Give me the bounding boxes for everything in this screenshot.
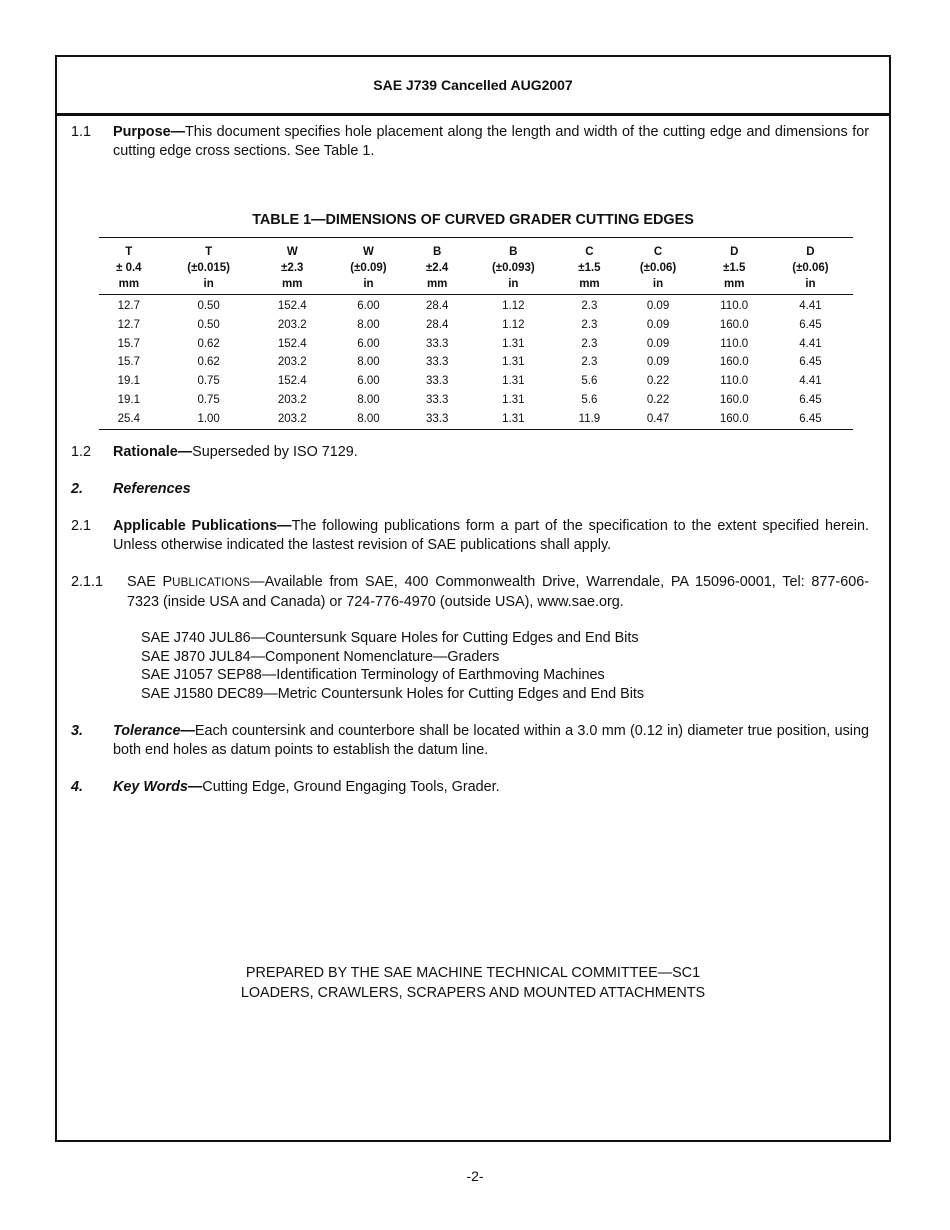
table-cell: 152.4 [277, 337, 307, 350]
table-cell: 203.2 [277, 318, 307, 331]
table-header-cell: mm [99, 276, 159, 295]
section-heading: Key Words— [113, 779, 203, 795]
section-number: 1.1 [71, 124, 92, 140]
table-cell: 1.00 [159, 410, 259, 429]
table-cell: 8.00 [357, 356, 380, 369]
table-cell: 6.00 [357, 300, 380, 312]
table-cell: 8.00 [357, 393, 380, 406]
table-cell: 19.1 [117, 393, 141, 406]
section-body [113, 480, 869, 499]
table-title: TABLE 1—DIMENSIONS OF CURVED GRADER CUTTING EDGES [252, 212, 694, 228]
table-cell: 6.45 [768, 410, 853, 429]
section-2-1-1 [71, 573, 869, 612]
table-cell: 203.2 [277, 356, 307, 369]
section-heading: References [113, 481, 191, 497]
table-cell: 12.7 [117, 318, 141, 331]
table-cell: 110.0 [720, 375, 749, 388]
table-cell: 8.00 [326, 410, 411, 429]
table-cell: 0.62 [197, 356, 220, 369]
document-header [57, 57, 889, 116]
table-cell: 2.3 [581, 337, 598, 350]
table-cell: 160.0 [719, 393, 749, 406]
table-header-cell: (±0.015) [187, 262, 230, 274]
table-header-cell: in [463, 276, 563, 295]
table-header-row [99, 260, 853, 276]
section-body [113, 778, 869, 797]
table-row [99, 335, 853, 354]
page-number: -2- [466, 1168, 484, 1184]
table-cell: 0.09 [646, 300, 670, 312]
table-cell: 6.00 [357, 375, 380, 388]
section-heading: Applicable Publications— [113, 518, 292, 534]
table-cell: 160.0 [719, 356, 749, 369]
section-text: The following publications form a part of the specification to the extent specified herein. Unless otherwise indicated the lastest revision of SAE publications shall apply. [113, 518, 869, 553]
table-header-cell: in [326, 276, 411, 295]
reference-item: SAE J1580 DEC89—Metric Countersunk Holes for Cutting Edges and End Bits [141, 685, 645, 702]
table-cell: 2.3 [581, 300, 598, 312]
dimensions-table [99, 237, 853, 430]
table-cell: 0.50 [197, 300, 220, 312]
table-cell: 19.1 [117, 375, 141, 388]
reference-item: SAE J740 JUL86—Countersunk Square Holes for Cutting Edges and End Bits [141, 630, 639, 646]
table-header-cell: in [159, 276, 259, 295]
table-cell: 0.47 [616, 410, 701, 429]
table-cell: 160.0 [719, 318, 749, 331]
section-number: 3. [71, 723, 84, 739]
table-cell: 33.3 [411, 410, 463, 429]
table-cell: 33.3 [425, 393, 449, 406]
table-header-cell: D [768, 238, 853, 261]
table-cell: 5.6 [581, 375, 598, 388]
table-cell: 0.09 [646, 318, 670, 331]
section-heading: Rationale— [113, 444, 193, 460]
section-text: Each countersink and counterbore shall be located within a 3.0 mm (0.12 in) diameter true position, using both end holes as datum points to establish the datum line. [113, 723, 869, 758]
table-header-cell: (±0.06) [639, 262, 677, 274]
reference-list [71, 629, 869, 703]
table-header-row [99, 276, 853, 295]
table-header-cell: (±0.09) [350, 262, 387, 274]
table-cell: 110.0 [720, 337, 749, 350]
table-cell: 152.4 [277, 300, 307, 312]
table-cell: 203.2 [277, 393, 307, 406]
table-cell: 6.45 [799, 356, 822, 369]
table-cell: 25.4 [99, 410, 159, 429]
section-1-1 [71, 123, 869, 161]
section-text: Superseded by ISO 7129. [192, 444, 358, 460]
reference-item: SAE J1057 SEP88—Identification Terminology of Earthmoving Machines [141, 667, 605, 683]
table-header-cell: (±0.06) [792, 262, 829, 274]
table-cell: 12.7 [117, 300, 141, 312]
section-number: 2.1.1 [71, 574, 104, 590]
table-header-cell: T [99, 238, 159, 261]
section-4 [71, 778, 869, 797]
section-text: —Available from SAE, 400 Commonwealth Drive, Warrendale, PA 15096-0001, Tel: 877-606-7323 (inside USA and Canada) or 724-776-4970 (outside USA), www.sae.org. [127, 574, 869, 610]
table-cell: 0.22 [646, 375, 670, 388]
table-header-cell: mm [259, 276, 326, 295]
section-body [127, 573, 869, 612]
table-header-cell: D [701, 238, 768, 261]
table-cell: 0.22 [646, 393, 670, 406]
table-cell: 0.09 [646, 356, 670, 369]
table-header-cell: B [411, 238, 463, 261]
table-row [99, 391, 853, 410]
section-body [113, 443, 869, 462]
table-header-cell: ±1.5 [723, 262, 746, 274]
table-header-cell: B [463, 238, 563, 261]
table-cell: 6.00 [357, 337, 380, 350]
section-body [113, 517, 869, 555]
table-row [99, 316, 853, 335]
table-cell: 5.6 [581, 393, 598, 406]
table-cell: 33.3 [425, 337, 449, 350]
table-cell: 1.31 [502, 375, 525, 388]
table-cell: 2.3 [581, 318, 598, 331]
table-header-cell: in [616, 276, 701, 295]
table-cell: 6.45 [799, 393, 822, 406]
table-cell: 0.62 [197, 337, 220, 350]
section-text: Cutting Edge, Ground Engaging Tools, Grader. [202, 779, 500, 795]
table-header-cell: mm [411, 276, 463, 295]
table-cell: 110.0 [720, 300, 749, 312]
prepared-line: LOADERS, CRAWLERS, SCRAPERS AND MOUNTED ATTACHMENTS [240, 985, 706, 1001]
table-cell: 15.7 [117, 356, 141, 369]
section-heading: Purpose— [113, 124, 185, 140]
table-cell: 6.45 [799, 318, 822, 331]
table-header-cell: T [159, 238, 259, 261]
reference-item: SAE J870 JUL84—Component Nomenclature—Graders [141, 648, 500, 665]
table-cell: 33.3 [425, 375, 449, 388]
table-cell: 1.12 [502, 300, 525, 312]
table-cell: 33.3 [425, 356, 449, 369]
table-cell: 4.41 [799, 337, 822, 350]
table-cell: 1.31 [502, 356, 525, 369]
table-cell: 11.9 [563, 410, 615, 429]
table-header-row [99, 238, 853, 261]
table-cell: 28.4 [425, 318, 449, 331]
section-body [113, 123, 869, 161]
table-cell: 1.31 [502, 337, 525, 350]
header-title: SAE J739 Cancelled AUG2007 [373, 77, 573, 93]
table-header-cell: ± 0.4 [116, 262, 142, 274]
table-cell: 1.12 [502, 318, 525, 331]
table-header-cell: C [563, 238, 615, 261]
section-number: 2.1 [71, 518, 92, 534]
table-header-cell: (±0.093) [491, 262, 535, 274]
table-cell: 0.75 [197, 375, 220, 388]
table-row [99, 353, 853, 372]
table-cell: 15.7 [117, 337, 141, 350]
table-header-cell: ±2.4 [426, 262, 449, 274]
table-row [99, 295, 853, 316]
table-header-cell: W [259, 238, 326, 261]
table-header-cell: W [326, 238, 411, 261]
section-heading-smallcaps: UBLICATIONS [172, 577, 251, 589]
table-cell: 28.4 [425, 300, 449, 312]
table-cell: 4.41 [799, 300, 822, 312]
table-cell: 1.31 [463, 410, 563, 429]
section-text: This document specifies hole placement along the length and width of the cutting edge and dimensions for cutting edge cross sections. See Table 1. [113, 124, 869, 159]
table-cell: 160.0 [701, 410, 768, 429]
table-cell: 2.3 [581, 356, 598, 369]
section-number: 1.2 [71, 444, 92, 460]
table-row [99, 410, 853, 429]
section-body [113, 722, 869, 760]
section-2-1 [71, 517, 869, 555]
table-cell: 0.09 [646, 337, 670, 350]
prepared-line: PREPARED BY THE SAE MACHINE TECHNICAL COMMITTEE—SC1 [245, 965, 701, 981]
table-cell: 8.00 [357, 318, 380, 331]
table-cell: 0.75 [197, 393, 220, 406]
section-heading: Tolerance— [113, 723, 195, 739]
table-row [99, 372, 853, 391]
table-cell: 1.31 [502, 393, 525, 406]
table-header-cell: ±1.5 [578, 262, 601, 274]
table-cell: 203.2 [259, 410, 326, 429]
section-number: 4. [71, 779, 84, 795]
document-frame [55, 55, 891, 1142]
table-cell: 4.41 [799, 375, 822, 388]
section-heading: SAE P [127, 574, 173, 590]
section-3 [71, 722, 869, 760]
prepared-by [57, 963, 889, 1003]
section-1-2 [71, 443, 869, 462]
table-cell: 0.50 [197, 318, 220, 331]
table-body [99, 295, 853, 430]
table-header-cell: C [616, 238, 701, 261]
table-header-cell: in [768, 276, 853, 295]
section-number: 2. [71, 481, 84, 497]
table-cell: 152.4 [277, 375, 307, 388]
section-2 [71, 480, 869, 499]
table-header-cell: mm [563, 276, 615, 295]
table-header-cell: ±2.3 [281, 262, 304, 274]
table-header-cell: mm [701, 276, 768, 295]
